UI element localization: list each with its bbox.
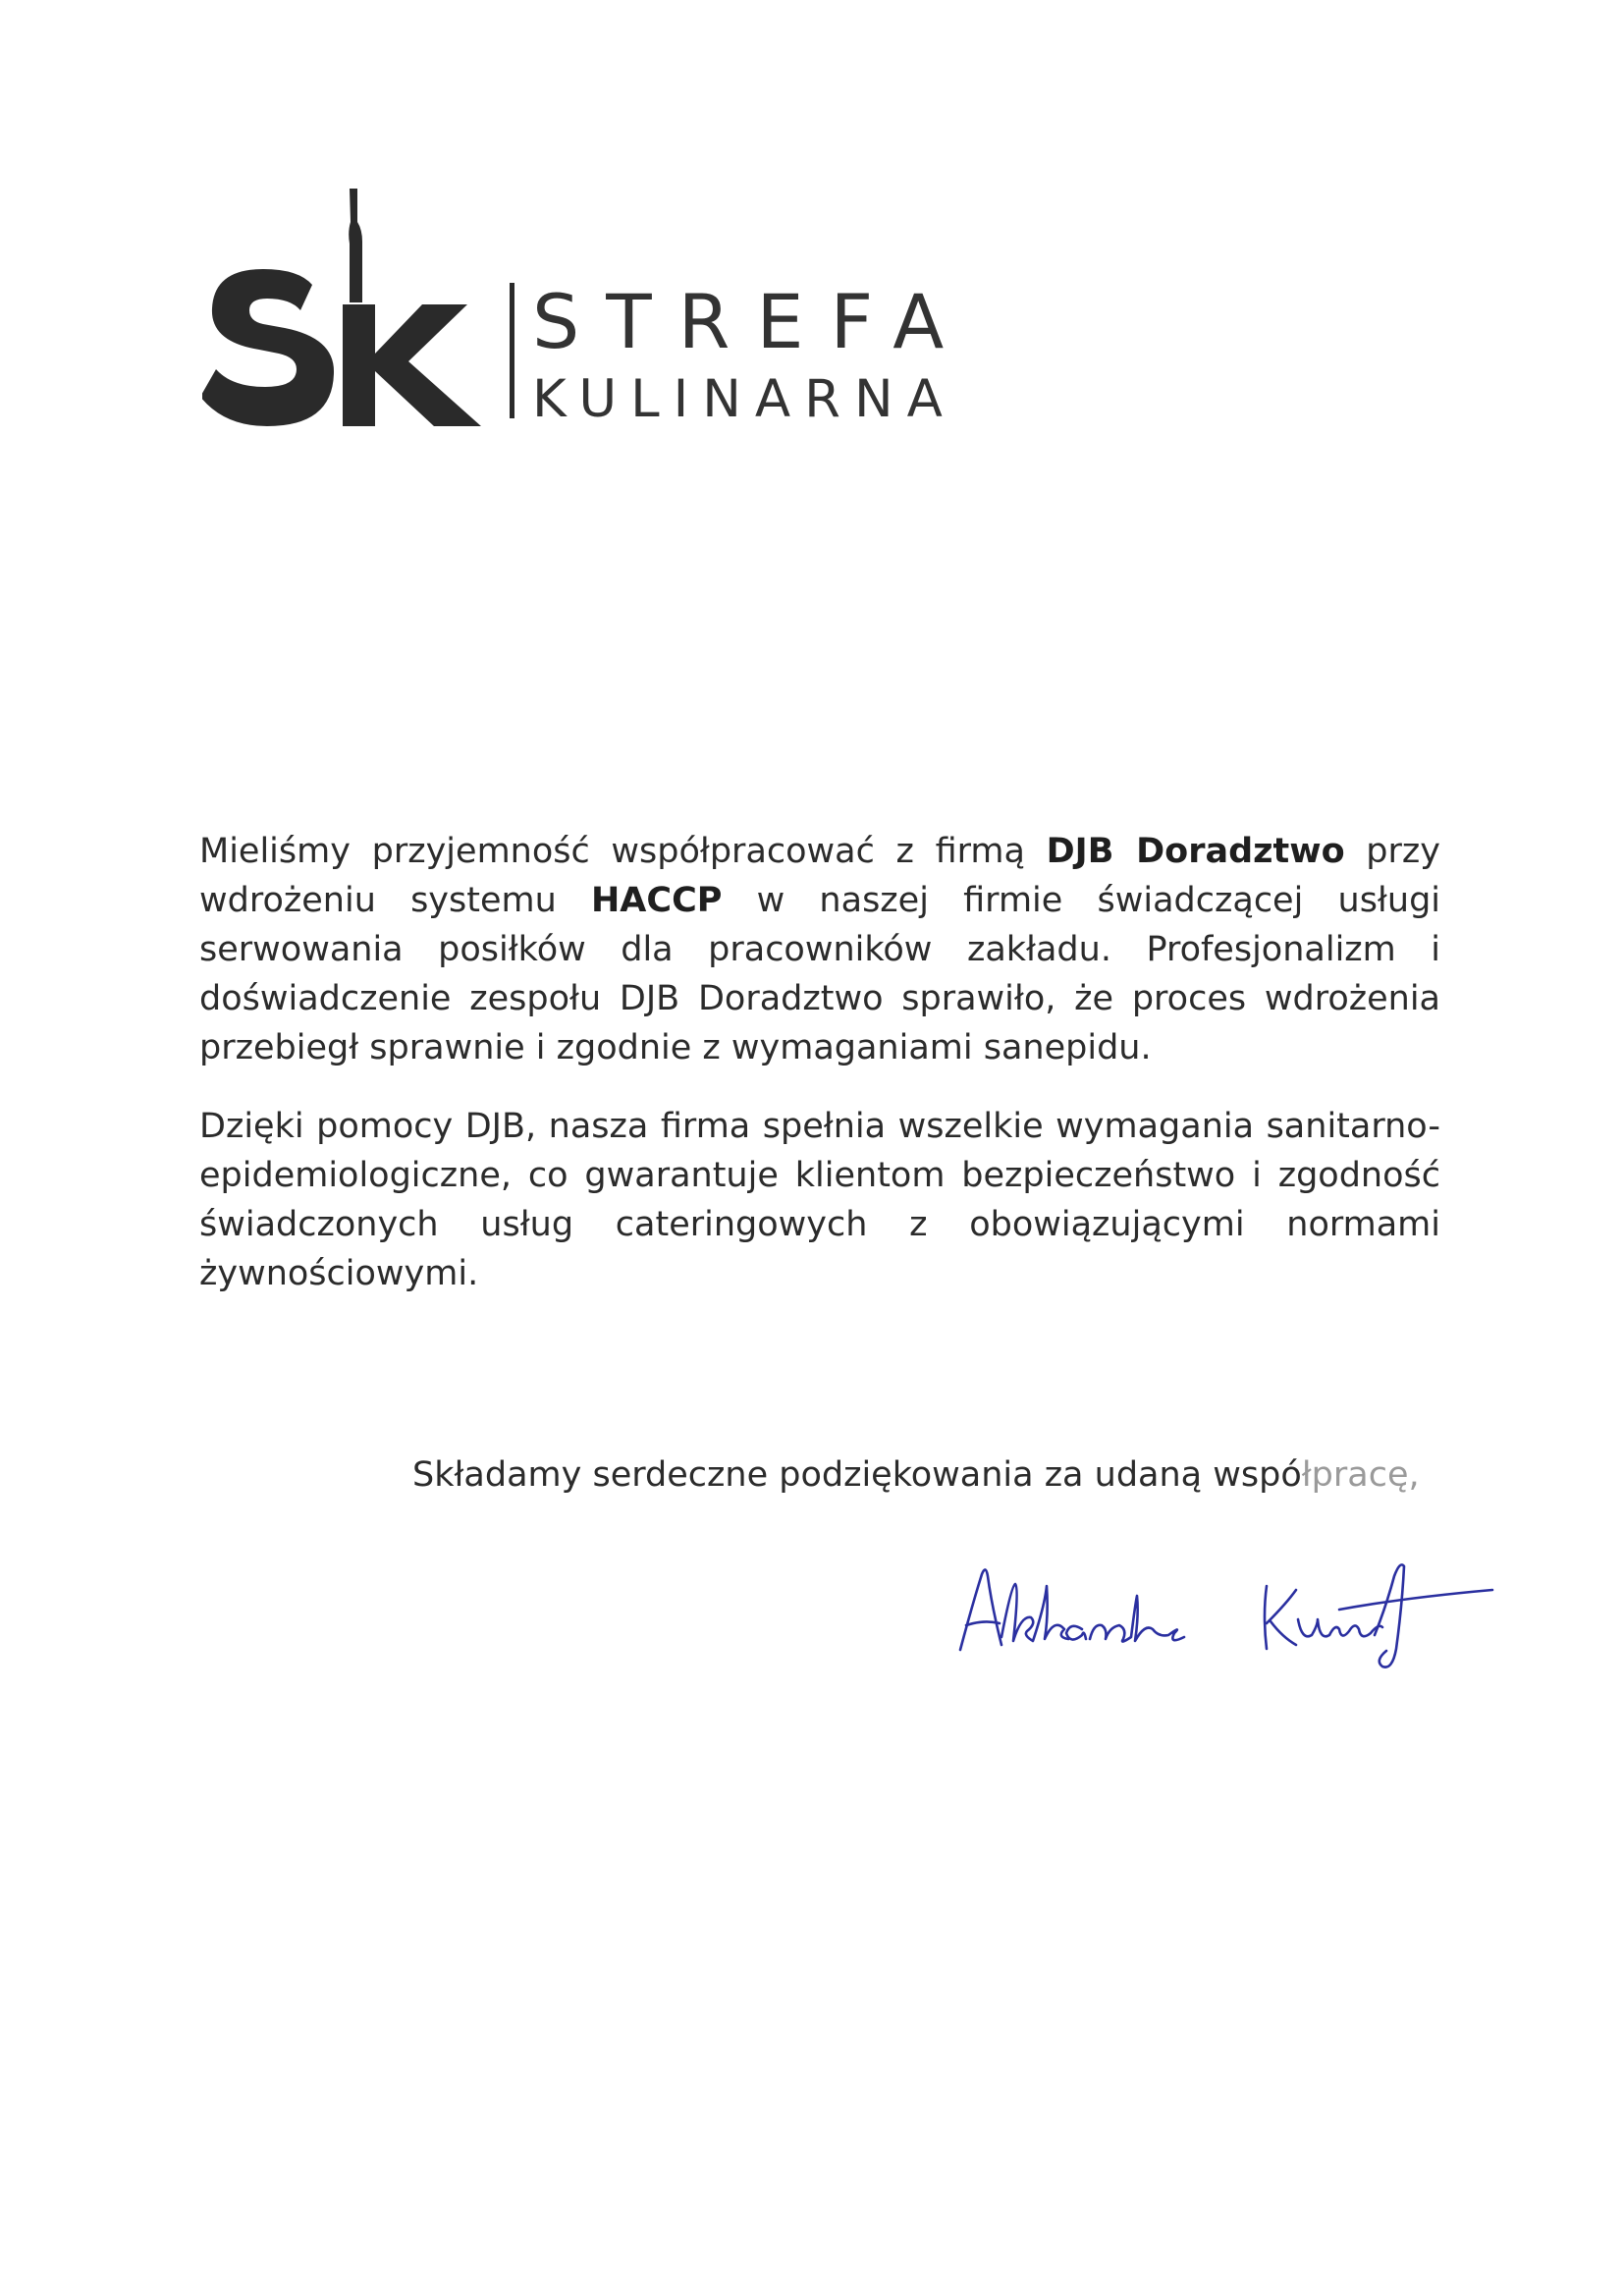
closing-text: Składamy serdeczne podziękowania za udaną wspó	[412, 1455, 1302, 1495]
paragraph-1	[199, 827, 1440, 1072]
company-name-bold: DJB Doradztwo	[1046, 832, 1345, 871]
logo-wordmark-strefa: STREFA	[532, 278, 971, 365]
paragraph-1-text-c: w naszej firmie świadczącej usługi serwowania posiłków dla pracowników zakładu. Profesjonalizm i doświadczenie zespołu DJB Doradztwo sprawiło, że proces wdrożenia przebiegł sprawnie i zgodnie z wymaganiami sanepidu.	[199, 881, 1441, 1067]
paragraph-2: Dzięki pomocy DJB, nasza firma spełnia wszelkie wymagania sanitarno-epidemiologiczne, co gwarantuje klientom bezpieczeństwo i zgodność świadczonych usług cateringowych z obowiązującymi normami żywnościowymi.	[199, 1107, 1440, 1293]
sk-monogram-icon	[202, 187, 487, 432]
handwritten-signature	[943, 1547, 1532, 1684]
logo-divider	[510, 283, 514, 418]
logo-wordmark-kulinarna: KULINARNA	[532, 369, 956, 429]
letter-body	[199, 827, 1440, 1298]
paragraph-1-text-b: przy wdrożeniu systemu	[199, 832, 1440, 920]
company-logo	[202, 187, 1007, 442]
paragraph-1-text-a: Mieliśmy przyjemność współpracować z firmą	[199, 832, 1047, 871]
closing-line	[412, 1450, 1420, 1500]
haccp-bold: HACCP	[591, 881, 723, 920]
closing-text-faded: łpracę,	[1301, 1455, 1420, 1495]
